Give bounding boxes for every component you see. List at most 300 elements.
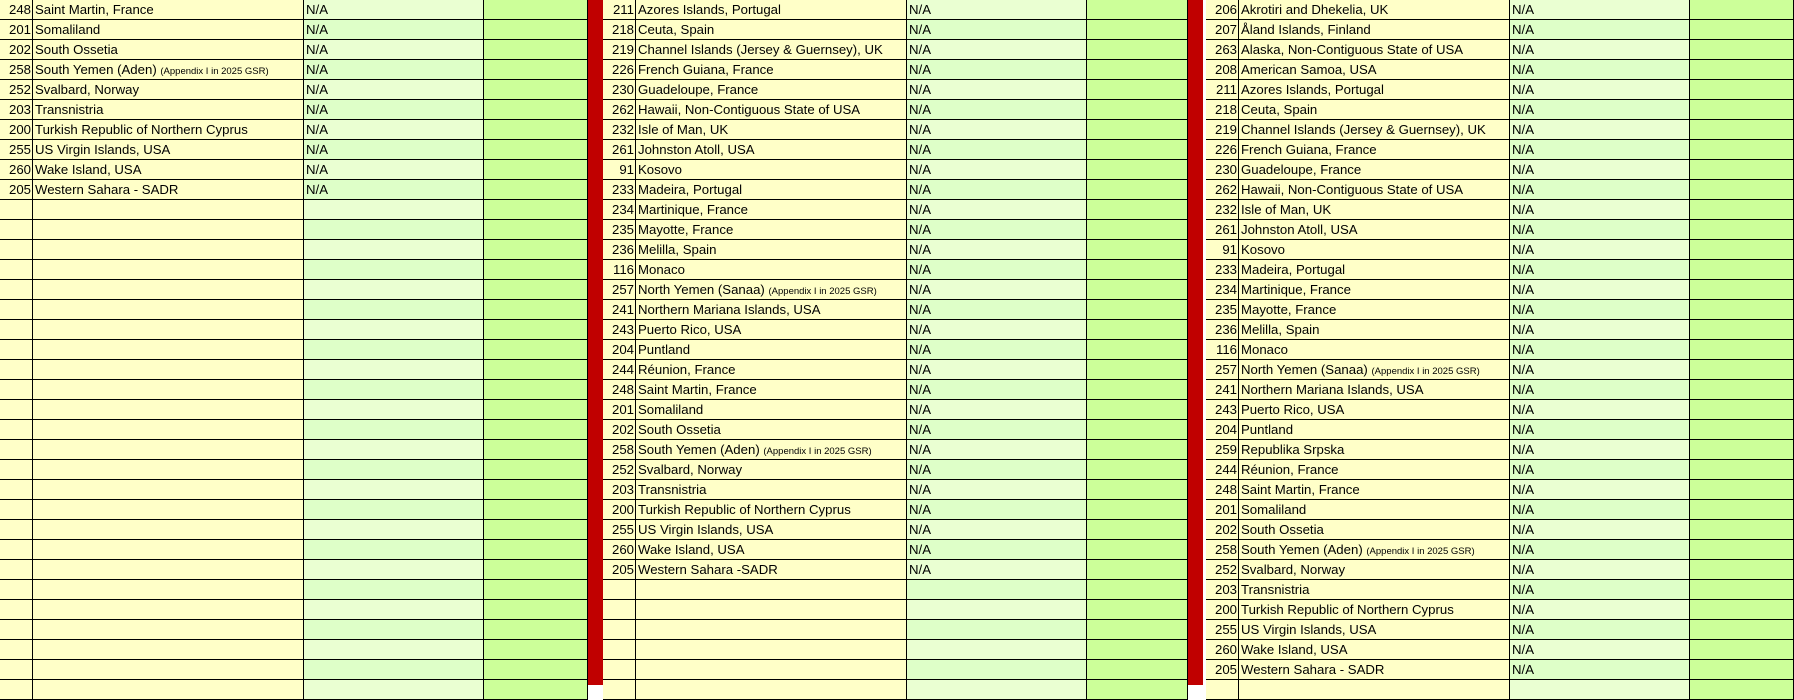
empty-cell[interactable]	[1690, 460, 1794, 480]
territory-cell[interactable]	[636, 80, 907, 100]
id-cell[interactable]	[0, 680, 33, 700]
empty-cell[interactable]	[1690, 240, 1794, 260]
empty-cell[interactable]	[484, 340, 588, 360]
id-cell[interactable]: 241	[1206, 380, 1239, 400]
id-cell[interactable]	[0, 540, 33, 560]
empty-cell[interactable]	[1690, 660, 1794, 680]
territory-cell[interactable]	[636, 400, 907, 420]
id-cell[interactable]	[0, 600, 33, 620]
id-cell[interactable]: 236	[603, 240, 636, 260]
territory-cell[interactable]	[1239, 520, 1510, 540]
value-cell[interactable]: N/A	[1510, 220, 1690, 240]
value-cell[interactable]	[304, 680, 484, 700]
id-cell[interactable]	[0, 220, 33, 240]
id-cell[interactable]: 208	[1206, 60, 1239, 80]
id-cell[interactable]: 202	[0, 40, 33, 60]
empty-cell[interactable]	[484, 80, 588, 100]
empty-cell[interactable]	[1690, 60, 1794, 80]
id-cell[interactable]	[1206, 680, 1239, 700]
empty-cell[interactable]	[1087, 500, 1188, 520]
id-cell[interactable]: 258	[1206, 540, 1239, 560]
id-cell[interactable]	[0, 420, 33, 440]
value-cell[interactable]	[304, 440, 484, 460]
empty-cell[interactable]	[484, 660, 588, 680]
empty-cell[interactable]	[1690, 580, 1794, 600]
value-cell[interactable]: N/A	[304, 0, 484, 20]
territory-cell[interactable]	[1239, 0, 1510, 20]
territory-cell[interactable]	[33, 500, 304, 520]
territory-cell[interactable]	[33, 460, 304, 480]
territory-cell[interactable]	[33, 160, 304, 180]
value-cell[interactable]: N/A	[1510, 500, 1690, 520]
id-cell[interactable]	[0, 380, 33, 400]
empty-cell[interactable]	[1690, 640, 1794, 660]
id-cell[interactable]	[603, 660, 636, 680]
value-cell[interactable]	[304, 220, 484, 240]
id-cell[interactable]	[0, 240, 33, 260]
id-cell[interactable]	[0, 400, 33, 420]
value-cell[interactable]: N/A	[907, 420, 1087, 440]
value-cell[interactable]	[304, 560, 484, 580]
value-cell[interactable]: N/A	[907, 400, 1087, 420]
value-cell[interactable]: N/A	[1510, 380, 1690, 400]
id-cell[interactable]: 205	[1206, 660, 1239, 680]
id-cell[interactable]: 202	[1206, 520, 1239, 540]
id-cell[interactable]: 257	[603, 280, 636, 300]
id-cell[interactable]: 262	[1206, 180, 1239, 200]
value-cell[interactable]: N/A	[1510, 480, 1690, 500]
empty-cell[interactable]	[1690, 280, 1794, 300]
territory-cell[interactable]	[1239, 140, 1510, 160]
id-cell[interactable]: 261	[603, 140, 636, 160]
territory-cell[interactable]	[33, 120, 304, 140]
value-cell[interactable]: N/A	[1510, 360, 1690, 380]
value-cell[interactable]: N/A	[907, 480, 1087, 500]
empty-cell[interactable]	[484, 520, 588, 540]
empty-cell[interactable]	[1087, 420, 1188, 440]
id-cell[interactable]	[0, 580, 33, 600]
empty-cell[interactable]	[1690, 20, 1794, 40]
id-cell[interactable]	[0, 560, 33, 580]
id-cell[interactable]: 203	[1206, 580, 1239, 600]
territory-cell[interactable]	[1239, 300, 1510, 320]
value-cell[interactable]: N/A	[907, 340, 1087, 360]
value-cell[interactable]: N/A	[907, 80, 1087, 100]
value-cell[interactable]: N/A	[1510, 300, 1690, 320]
empty-cell[interactable]	[1087, 20, 1188, 40]
id-cell[interactable]	[0, 320, 33, 340]
value-cell[interactable]	[304, 400, 484, 420]
id-cell[interactable]: 248	[1206, 480, 1239, 500]
id-cell[interactable]: 243	[603, 320, 636, 340]
territory-cell[interactable]	[1239, 400, 1510, 420]
value-cell[interactable]	[304, 320, 484, 340]
empty-cell[interactable]	[1690, 420, 1794, 440]
empty-cell[interactable]	[484, 400, 588, 420]
empty-cell[interactable]	[1087, 300, 1188, 320]
id-cell[interactable]: 260	[603, 540, 636, 560]
id-cell[interactable]: 235	[603, 220, 636, 240]
territory-cell[interactable]	[1239, 220, 1510, 240]
value-cell[interactable]	[304, 380, 484, 400]
value-cell[interactable]: N/A	[1510, 520, 1690, 540]
value-cell[interactable]: N/A	[304, 160, 484, 180]
empty-cell[interactable]	[484, 500, 588, 520]
empty-cell[interactable]	[484, 0, 588, 20]
empty-cell[interactable]	[1087, 680, 1188, 700]
territory-cell[interactable]	[1239, 480, 1510, 500]
territory-cell[interactable]	[636, 380, 907, 400]
id-cell[interactable]	[603, 640, 636, 660]
id-cell[interactable]: 205	[603, 560, 636, 580]
id-cell[interactable]: 232	[1206, 200, 1239, 220]
empty-cell[interactable]	[1087, 540, 1188, 560]
territory-cell[interactable]	[1239, 620, 1510, 640]
empty-cell[interactable]	[484, 380, 588, 400]
id-cell[interactable]: 91	[603, 160, 636, 180]
territory-cell[interactable]	[636, 240, 907, 260]
id-cell[interactable]	[603, 580, 636, 600]
value-cell[interactable]	[304, 540, 484, 560]
id-cell[interactable]: 116	[1206, 340, 1239, 360]
value-cell[interactable]: N/A	[1510, 280, 1690, 300]
value-cell[interactable]: N/A	[1510, 20, 1690, 40]
territory-cell[interactable]	[33, 580, 304, 600]
empty-cell[interactable]	[1087, 380, 1188, 400]
id-cell[interactable]: 219	[603, 40, 636, 60]
id-cell[interactable]: 262	[603, 100, 636, 120]
value-cell[interactable]: N/A	[1510, 80, 1690, 100]
value-cell[interactable]: N/A	[907, 380, 1087, 400]
value-cell[interactable]	[304, 620, 484, 640]
value-cell[interactable]: N/A	[304, 180, 484, 200]
empty-cell[interactable]	[1087, 440, 1188, 460]
id-cell[interactable]: 243	[1206, 400, 1239, 420]
value-cell[interactable]: N/A	[907, 200, 1087, 220]
id-cell[interactable]: 200	[603, 500, 636, 520]
id-cell[interactable]: 260	[1206, 640, 1239, 660]
value-cell[interactable]	[304, 460, 484, 480]
empty-cell[interactable]	[1690, 40, 1794, 60]
territory-cell[interactable]	[636, 620, 907, 640]
id-cell[interactable]: 248	[603, 380, 636, 400]
empty-cell[interactable]	[1690, 320, 1794, 340]
empty-cell[interactable]	[1087, 360, 1188, 380]
territory-cell[interactable]	[33, 520, 304, 540]
value-cell[interactable]: N/A	[907, 180, 1087, 200]
value-cell[interactable]: N/A	[1510, 560, 1690, 580]
id-cell[interactable]: 205	[0, 180, 33, 200]
empty-cell[interactable]	[1087, 600, 1188, 620]
value-cell[interactable]: N/A	[907, 260, 1087, 280]
territory-cell[interactable]	[33, 620, 304, 640]
empty-cell[interactable]	[484, 320, 588, 340]
empty-cell[interactable]	[1087, 260, 1188, 280]
territory-cell[interactable]	[636, 460, 907, 480]
id-cell[interactable]	[0, 660, 33, 680]
territory-cell[interactable]	[636, 320, 907, 340]
empty-cell[interactable]	[1087, 400, 1188, 420]
empty-cell[interactable]	[1087, 0, 1188, 20]
territory-cell[interactable]	[33, 340, 304, 360]
territory-cell[interactable]	[33, 140, 304, 160]
value-cell[interactable]: N/A	[907, 360, 1087, 380]
territory-cell[interactable]	[636, 340, 907, 360]
value-cell[interactable]	[907, 600, 1087, 620]
value-cell[interactable]: N/A	[1510, 460, 1690, 480]
value-cell[interactable]	[304, 280, 484, 300]
id-cell[interactable]: 252	[1206, 560, 1239, 580]
empty-cell[interactable]	[1690, 160, 1794, 180]
territory-cell[interactable]	[33, 440, 304, 460]
territory-cell[interactable]	[636, 540, 907, 560]
empty-cell[interactable]	[1087, 120, 1188, 140]
value-cell[interactable]: N/A	[907, 20, 1087, 40]
empty-cell[interactable]	[1087, 340, 1188, 360]
value-cell[interactable]: N/A	[1510, 120, 1690, 140]
id-cell[interactable]: 207	[1206, 20, 1239, 40]
id-cell[interactable]	[0, 340, 33, 360]
territory-cell[interactable]	[33, 640, 304, 660]
territory-cell[interactable]	[33, 600, 304, 620]
empty-cell[interactable]	[1690, 260, 1794, 280]
value-cell[interactable]: N/A	[907, 140, 1087, 160]
empty-cell[interactable]	[1690, 120, 1794, 140]
value-cell[interactable]: N/A	[907, 440, 1087, 460]
id-cell[interactable]: 200	[1206, 600, 1239, 620]
empty-cell[interactable]	[1087, 280, 1188, 300]
value-cell[interactable]: N/A	[907, 120, 1087, 140]
territory-cell[interactable]	[33, 300, 304, 320]
territory-cell[interactable]	[1239, 560, 1510, 580]
territory-cell[interactable]	[1239, 460, 1510, 480]
empty-cell[interactable]	[484, 360, 588, 380]
territory-cell[interactable]	[636, 60, 907, 80]
value-cell[interactable]: N/A	[1510, 400, 1690, 420]
territory-cell[interactable]	[1239, 660, 1510, 680]
empty-cell[interactable]	[1087, 160, 1188, 180]
territory-cell[interactable]	[1239, 540, 1510, 560]
value-cell[interactable]: N/A	[1510, 160, 1690, 180]
empty-cell[interactable]	[1690, 620, 1794, 640]
id-cell[interactable]	[603, 600, 636, 620]
territory-cell[interactable]	[636, 0, 907, 20]
empty-cell[interactable]	[484, 300, 588, 320]
empty-cell[interactable]	[1087, 480, 1188, 500]
value-cell[interactable]: N/A	[1510, 340, 1690, 360]
empty-cell[interactable]	[484, 280, 588, 300]
empty-cell[interactable]	[484, 640, 588, 660]
id-cell[interactable]: 260	[0, 160, 33, 180]
id-cell[interactable]: 230	[603, 80, 636, 100]
empty-cell[interactable]	[1690, 520, 1794, 540]
empty-cell[interactable]	[484, 580, 588, 600]
territory-cell[interactable]	[636, 600, 907, 620]
id-cell[interactable]: 206	[1206, 0, 1239, 20]
empty-cell[interactable]	[1087, 560, 1188, 580]
empty-cell[interactable]	[1690, 380, 1794, 400]
value-cell[interactable]: N/A	[1510, 420, 1690, 440]
id-cell[interactable]: 218	[1206, 100, 1239, 120]
territory-cell[interactable]	[636, 260, 907, 280]
territory-cell[interactable]	[1239, 160, 1510, 180]
territory-cell[interactable]	[636, 300, 907, 320]
value-cell[interactable]	[907, 580, 1087, 600]
value-cell[interactable]: N/A	[907, 500, 1087, 520]
value-cell[interactable]	[907, 660, 1087, 680]
value-cell[interactable]	[304, 660, 484, 680]
id-cell[interactable]: 252	[603, 460, 636, 480]
id-cell[interactable]: 257	[1206, 360, 1239, 380]
territory-cell[interactable]	[33, 400, 304, 420]
territory-cell[interactable]	[33, 240, 304, 260]
id-cell[interactable]: 235	[1206, 300, 1239, 320]
empty-cell[interactable]	[484, 620, 588, 640]
empty-cell[interactable]	[1690, 680, 1794, 700]
id-cell[interactable]: 203	[603, 480, 636, 500]
value-cell[interactable]	[907, 680, 1087, 700]
id-cell[interactable]: 263	[1206, 40, 1239, 60]
territory-cell[interactable]	[636, 680, 907, 700]
id-cell[interactable]: 252	[0, 80, 33, 100]
territory-cell[interactable]	[636, 560, 907, 580]
territory-cell[interactable]	[1239, 640, 1510, 660]
territory-cell[interactable]	[1239, 80, 1510, 100]
territory-cell[interactable]	[33, 20, 304, 40]
value-cell[interactable]: N/A	[1510, 620, 1690, 640]
value-cell[interactable]	[1510, 680, 1690, 700]
empty-cell[interactable]	[1087, 40, 1188, 60]
territory-cell[interactable]	[1239, 40, 1510, 60]
id-cell[interactable]: 241	[603, 300, 636, 320]
id-cell[interactable]: 203	[0, 100, 33, 120]
value-cell[interactable]: N/A	[1510, 260, 1690, 280]
empty-cell[interactable]	[484, 440, 588, 460]
empty-cell[interactable]	[484, 560, 588, 580]
territory-cell[interactable]	[636, 20, 907, 40]
id-cell[interactable]: 232	[603, 120, 636, 140]
empty-cell[interactable]	[484, 20, 588, 40]
empty-cell[interactable]	[484, 60, 588, 80]
value-cell[interactable]: N/A	[907, 160, 1087, 180]
territory-cell[interactable]	[33, 420, 304, 440]
territory-cell[interactable]	[33, 660, 304, 680]
empty-cell[interactable]	[1087, 460, 1188, 480]
territory-cell[interactable]	[1239, 680, 1510, 700]
territory-cell[interactable]	[1239, 260, 1510, 280]
empty-cell[interactable]	[1690, 140, 1794, 160]
id-cell[interactable]: 258	[603, 440, 636, 460]
territory-cell[interactable]	[33, 280, 304, 300]
value-cell[interactable]: N/A	[907, 100, 1087, 120]
id-cell[interactable]: 234	[1206, 280, 1239, 300]
value-cell[interactable]: N/A	[304, 80, 484, 100]
territory-cell[interactable]	[1239, 120, 1510, 140]
territory-cell[interactable]	[33, 60, 304, 80]
empty-cell[interactable]	[1690, 0, 1794, 20]
territory-cell[interactable]	[33, 220, 304, 240]
empty-cell[interactable]	[484, 120, 588, 140]
id-cell[interactable]	[0, 200, 33, 220]
value-cell[interactable]	[304, 420, 484, 440]
territory-cell[interactable]	[1239, 100, 1510, 120]
id-cell[interactable]: 261	[1206, 220, 1239, 240]
territory-cell[interactable]	[1239, 380, 1510, 400]
value-cell[interactable]: N/A	[1510, 320, 1690, 340]
empty-cell[interactable]	[484, 420, 588, 440]
territory-cell[interactable]	[636, 640, 907, 660]
id-cell[interactable]	[603, 620, 636, 640]
territory-cell[interactable]	[636, 440, 907, 460]
value-cell[interactable]: N/A	[907, 300, 1087, 320]
id-cell[interactable]	[0, 620, 33, 640]
empty-cell[interactable]	[1087, 320, 1188, 340]
territory-cell[interactable]	[636, 40, 907, 60]
value-cell[interactable]	[304, 640, 484, 660]
empty-cell[interactable]	[484, 160, 588, 180]
value-cell[interactable]: N/A	[907, 60, 1087, 80]
value-cell[interactable]	[304, 200, 484, 220]
value-cell[interactable]	[907, 640, 1087, 660]
empty-cell[interactable]	[484, 180, 588, 200]
value-cell[interactable]: N/A	[304, 20, 484, 40]
territory-cell[interactable]	[636, 520, 907, 540]
id-cell[interactable]: 201	[0, 20, 33, 40]
value-cell[interactable]: N/A	[907, 520, 1087, 540]
value-cell[interactable]	[304, 520, 484, 540]
id-cell[interactable]	[0, 500, 33, 520]
id-cell[interactable]	[0, 440, 33, 460]
territory-cell[interactable]	[1239, 60, 1510, 80]
id-cell[interactable]: 255	[603, 520, 636, 540]
empty-cell[interactable]	[1690, 180, 1794, 200]
value-cell[interactable]: N/A	[907, 320, 1087, 340]
territory-cell[interactable]	[1239, 420, 1510, 440]
empty-cell[interactable]	[1690, 220, 1794, 240]
territory-cell[interactable]	[636, 580, 907, 600]
territory-cell[interactable]	[636, 660, 907, 680]
empty-cell[interactable]	[484, 200, 588, 220]
value-cell[interactable]	[304, 340, 484, 360]
value-cell[interactable]: N/A	[1510, 660, 1690, 680]
value-cell[interactable]	[304, 240, 484, 260]
empty-cell[interactable]	[484, 100, 588, 120]
territory-cell[interactable]	[1239, 340, 1510, 360]
empty-cell[interactable]	[484, 260, 588, 280]
territory-cell[interactable]	[33, 680, 304, 700]
value-cell[interactable]: N/A	[1510, 600, 1690, 620]
value-cell[interactable]: N/A	[1510, 640, 1690, 660]
empty-cell[interactable]	[1690, 100, 1794, 120]
territory-cell[interactable]	[636, 420, 907, 440]
territory-cell[interactable]	[33, 380, 304, 400]
value-cell[interactable]: N/A	[1510, 580, 1690, 600]
territory-cell[interactable]	[1239, 180, 1510, 200]
value-cell[interactable]	[304, 300, 484, 320]
value-cell[interactable]	[907, 620, 1087, 640]
value-cell[interactable]: N/A	[1510, 200, 1690, 220]
territory-cell[interactable]	[1239, 600, 1510, 620]
value-cell[interactable]: N/A	[304, 60, 484, 80]
empty-cell[interactable]	[1087, 60, 1188, 80]
empty-cell[interactable]	[484, 240, 588, 260]
value-cell[interactable]: N/A	[1510, 440, 1690, 460]
territory-cell[interactable]	[33, 540, 304, 560]
value-cell[interactable]: N/A	[1510, 60, 1690, 80]
value-cell[interactable]: N/A	[907, 560, 1087, 580]
territory-cell[interactable]	[636, 200, 907, 220]
id-cell[interactable]	[0, 300, 33, 320]
